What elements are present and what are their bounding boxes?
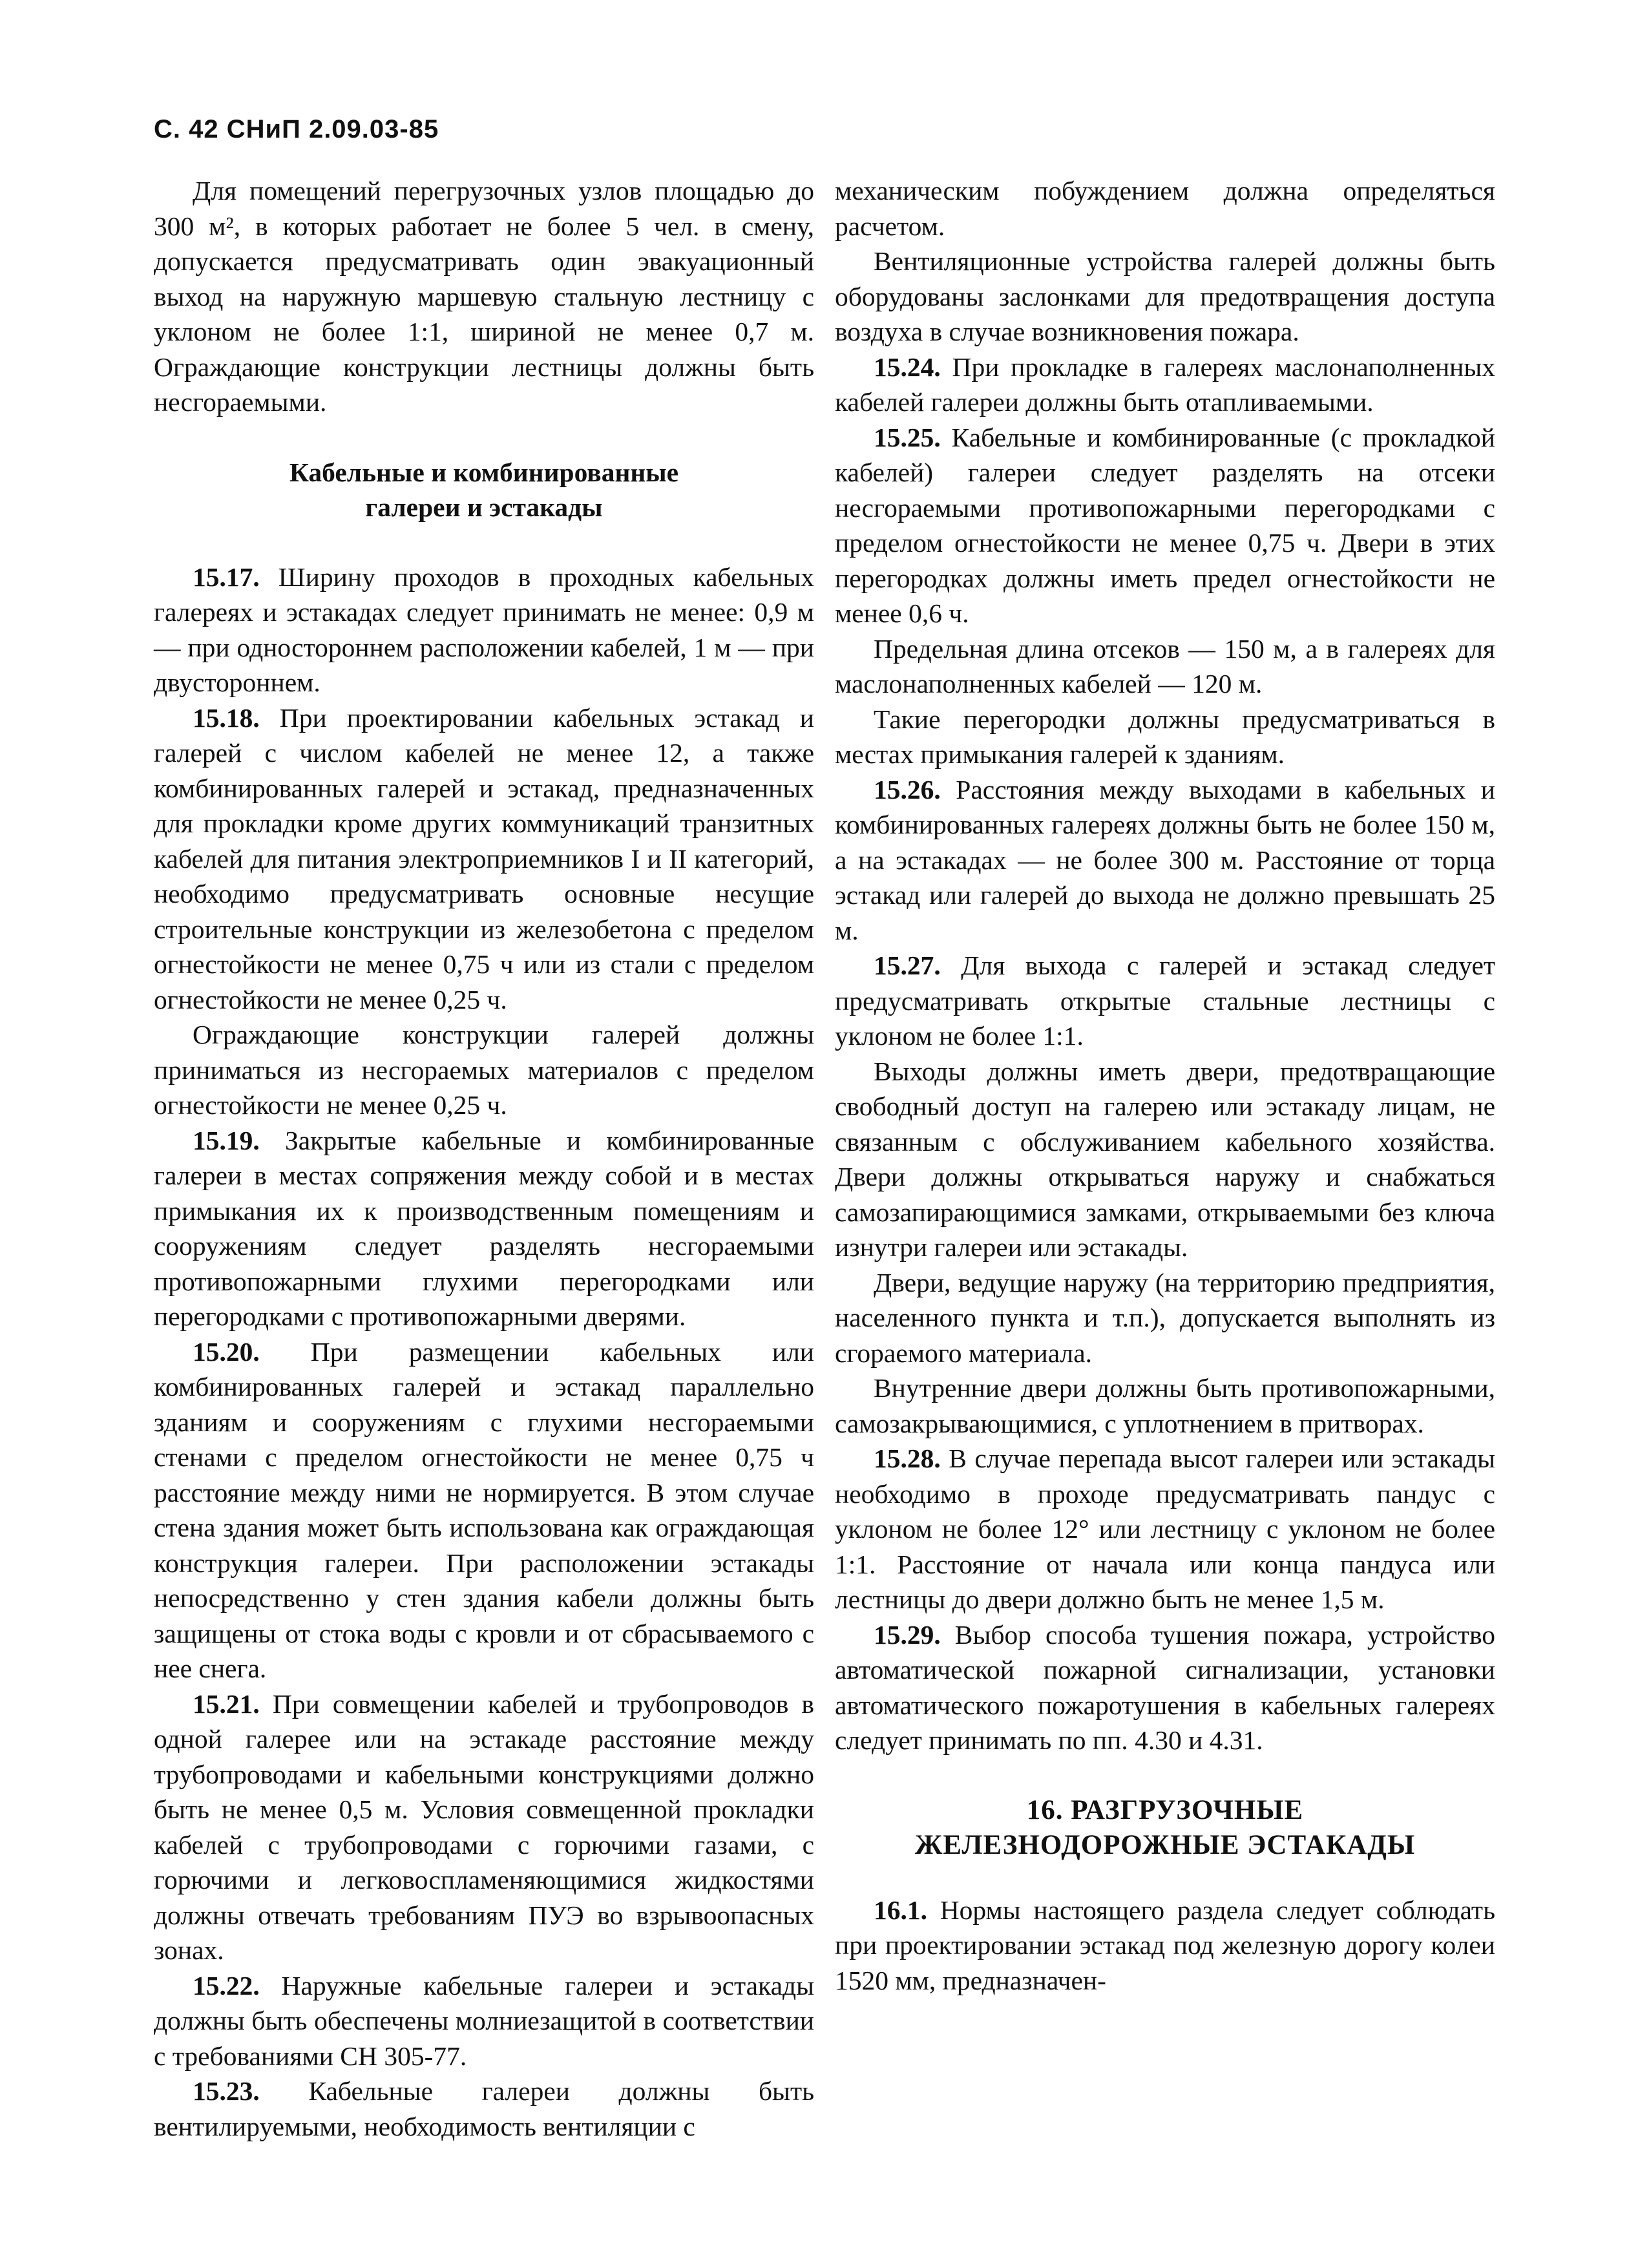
paragraph-15-23 — [154, 2074, 814, 2144]
clause-text: При размещении кабельных или комбинированных галерей и эстакад параллельно зданиям и сооружениям с глухими несгораемыми стенами с пределом огнестойкости не менее 0,75 ч расстояние между ними не нормируется. В этом случае стена здания может быть использована как ограждающая конструкция галереи. При расположении эстакады непосредственно у стен здания кабели должны быть защищены от стока воды с кровли и от сбрасываемого с нее снега. — [154, 1336, 814, 1683]
clause-number: 15.26. — [874, 774, 941, 804]
paragraph-partitions: Такие перегородки должны предусматриваться в местах примыкания галерей к зданиям. — [835, 704, 1495, 769]
clause-number: 15.28. — [874, 1444, 941, 1473]
clause-text: При совмещении кабелей и трубопроводов в одной галерее или на эстакаде расстояние между трубопроводами и кабельными конструкциями должно быть не менее 0,5 м. Условия совмещенной прокладки кабелей с трубопроводами с горючими газами, с горючими и легковоспламеняющимися жидкостями должны отвечать требованиям ПУЭ во взрывоопасных зонах. — [154, 1688, 814, 1965]
clause-number: 15.17. — [193, 562, 260, 592]
paragraph-inner-doors: Внутренние двери должны быть противопожарными, самозакрывающимися, с уплотнением в притворах. — [835, 1373, 1495, 1438]
clause-text: Кабельные и комбинированные (с прокладкой кабелей) галереи следует разделять на отсеки несгораемыми противопожарными перегородками с пределом огнестойкости не менее 0,75 ч. Двери в этих перегородках должны иметь предел огнестойкости не менее 0,6 ч. — [835, 422, 1495, 628]
paragraph-15-18 — [154, 700, 814, 1018]
clause-number: 15.23. — [193, 2076, 260, 2106]
clause-number: 16.1. — [874, 1895, 927, 1925]
paragraph-15-29 — [835, 1617, 1495, 1758]
page-header: С. 42 СНиП 2.09.03-85 — [154, 115, 439, 143]
clause-number: 15.27. — [874, 950, 941, 980]
paragraph-15-18-continued: Ограждающие конструкции галерей должны приниматься из несгораемых материалов с пределом огнестойкости не менее 0,25 ч. — [154, 1020, 814, 1120]
left-column — [154, 173, 814, 2144]
paragraph-15-27 — [835, 948, 1495, 1054]
clause-number: 15.21. — [193, 1688, 260, 1719]
section-heading-line1: 16. РАЗГРУЗОЧНЫЕ — [1026, 1794, 1304, 1825]
clause-text: При прокладке в галереях маслонаполненных кабелей галереи должны быть отапливаемыми. — [835, 352, 1495, 417]
right-column — [835, 173, 1495, 1998]
paragraph-15-19 — [154, 1123, 814, 1334]
clause-text: Расстояния между выходами в кабельных и комбинированных галереях должны быть не более 150 м, а на эстакадах — не более 300 м. Расстояние от торца эстакад или галерей до выхода не должно превышать 25 м. — [835, 774, 1496, 945]
paragraph-15-24 — [835, 350, 1495, 420]
clause-number: 15.29. — [874, 1619, 941, 1650]
clause-text: Кабельные галереи должны быть вентилируемыми, необходимость вентиляции с — [154, 2076, 815, 2141]
paragraph-ventilation: Вентиляционные устройства галерей должны быть оборудованы заслонками для предотвращения доступа воздуха в случае возникновения пожара. — [835, 246, 1495, 346]
clause-text: В случае перепада высот галереи или эстакады необходимо в проходе предусматривать пандус с уклоном не более 12° или лестницу с уклоном не более 1:1. Расстояние от начала или конца пандуса или лестницы до двери должно быть не менее 1,5 м. — [835, 1444, 1496, 1614]
clause-text: При проектировании кабельных эстакад и галерей с числом кабелей не менее 12, а также комбинированных галерей и эстакад, предназначенных для прокладки кроме других коммуникаций транзитных кабелей для питания электроприемников I и II категорий, необходимо предусматривать основные несущие строительные конструкции из железобетона с пределом огнестойкости не менее 0,75 ч или из стали с пределом огнестойкости не менее 0,25 ч. — [154, 702, 815, 1014]
clause-number: 15.22. — [193, 1970, 260, 2000]
clause-text: Наружные кабельные галереи и эстакады должны быть обеспечены молниезащитой в соответствии с требованиями СН 305-77. — [154, 1970, 814, 2071]
paragraph-15-21 — [154, 1686, 814, 1968]
paragraph-15-28 — [835, 1441, 1495, 1617]
section-heading — [835, 1793, 1495, 1863]
clause-text: Ширину проходов в проходных кабельных галереях и эстакадах следует принимать не менее: 0,9 м — при одностороннем расположении кабелей, 1 м — при двустороннем. — [154, 562, 814, 697]
clause-number: 15.25. — [874, 422, 941, 452]
paragraph-15-25 — [835, 420, 1495, 631]
clause-number: 15.20. — [193, 1336, 260, 1367]
paragraph-outer-doors: Двери, ведущие наружу (на территорию предприятия, населенного пункта и т.п.), допускается выполнять из сгораемого материала. — [835, 1267, 1495, 1368]
subsection-heading-line2: галереи и эстакады — [365, 492, 603, 522]
clause-number: 15.18. — [193, 702, 260, 733]
clause-text: Закрытые кабельные и комбинированные галереи в местах сопряжения между собой и в местах примыкания их к производственным помещениям и сооружениям следует разделять несгораемыми противопожарными глухими перегородками или перегородками с противопожарными дверями. — [154, 1125, 814, 1331]
paragraph-exits: Выходы должны иметь двери, предотвращающие свободный доступ на галерею или эстакаду лицам, не связанным с обслуживанием кабельного хозяйства. Двери должны открываться наружу и снабжаться самозапирающимися замками, открываемыми без ключа изнутри галереи или эстакады. — [835, 1056, 1495, 1262]
paragraph-16-1 — [835, 1893, 1495, 1999]
paragraph-15-23-continued: механическим побуждением должна определяться расчетом. — [835, 176, 1495, 241]
section-heading-line2: ЖЕЛЕЗНОДОРОЖНЫЕ ЭСТАКАДЫ — [914, 1829, 1416, 1860]
clause-number: 15.24. — [874, 352, 941, 382]
paragraph-15-20 — [154, 1334, 814, 1686]
paragraph-15-17 — [154, 560, 814, 700]
paragraph-15-22 — [154, 1968, 814, 2074]
clause-text: Выбор способа тушения пожара, устройство автоматической пожарной сигнализации, установки автоматического пожаротушения в кабельных галереях следует принимать по пп. 4.30 и 4.31. — [835, 1619, 1496, 1755]
paragraph-compartment-length: Предельная длина отсеков — 150 м, а в галереях для маслонаполненных кабелей — 120 м. — [835, 633, 1495, 698]
subsection-heading — [154, 455, 814, 525]
subsection-heading-line1: Кабельные и комбинированные — [289, 457, 679, 487]
paragraph-15-26 — [835, 772, 1495, 949]
clause-number: 15.19. — [193, 1125, 260, 1155]
clause-text: Для выхода с галерей и эстакад следует предусматривать открытые стальные лестницы с уклоном не более 1:1. — [835, 950, 1495, 1051]
paragraph-intro: Для помещений перегрузочных узлов площадью до 300 м², в которых работает не более 5 чел. в смену, допускается предусматривать один эвакуационный выход на наружную маршевую стальную лестницу с уклоном не более 1:1, шириной не менее 0,7 м. Ограждающие конструкции лестницы должны быть несгораемыми. — [154, 176, 814, 417]
clause-text: Нормы настоящего раздела следует соблюдать при проектировании эстакад под железную дорогу колеи 1520 мм, предназначен- — [835, 1895, 1495, 1995]
